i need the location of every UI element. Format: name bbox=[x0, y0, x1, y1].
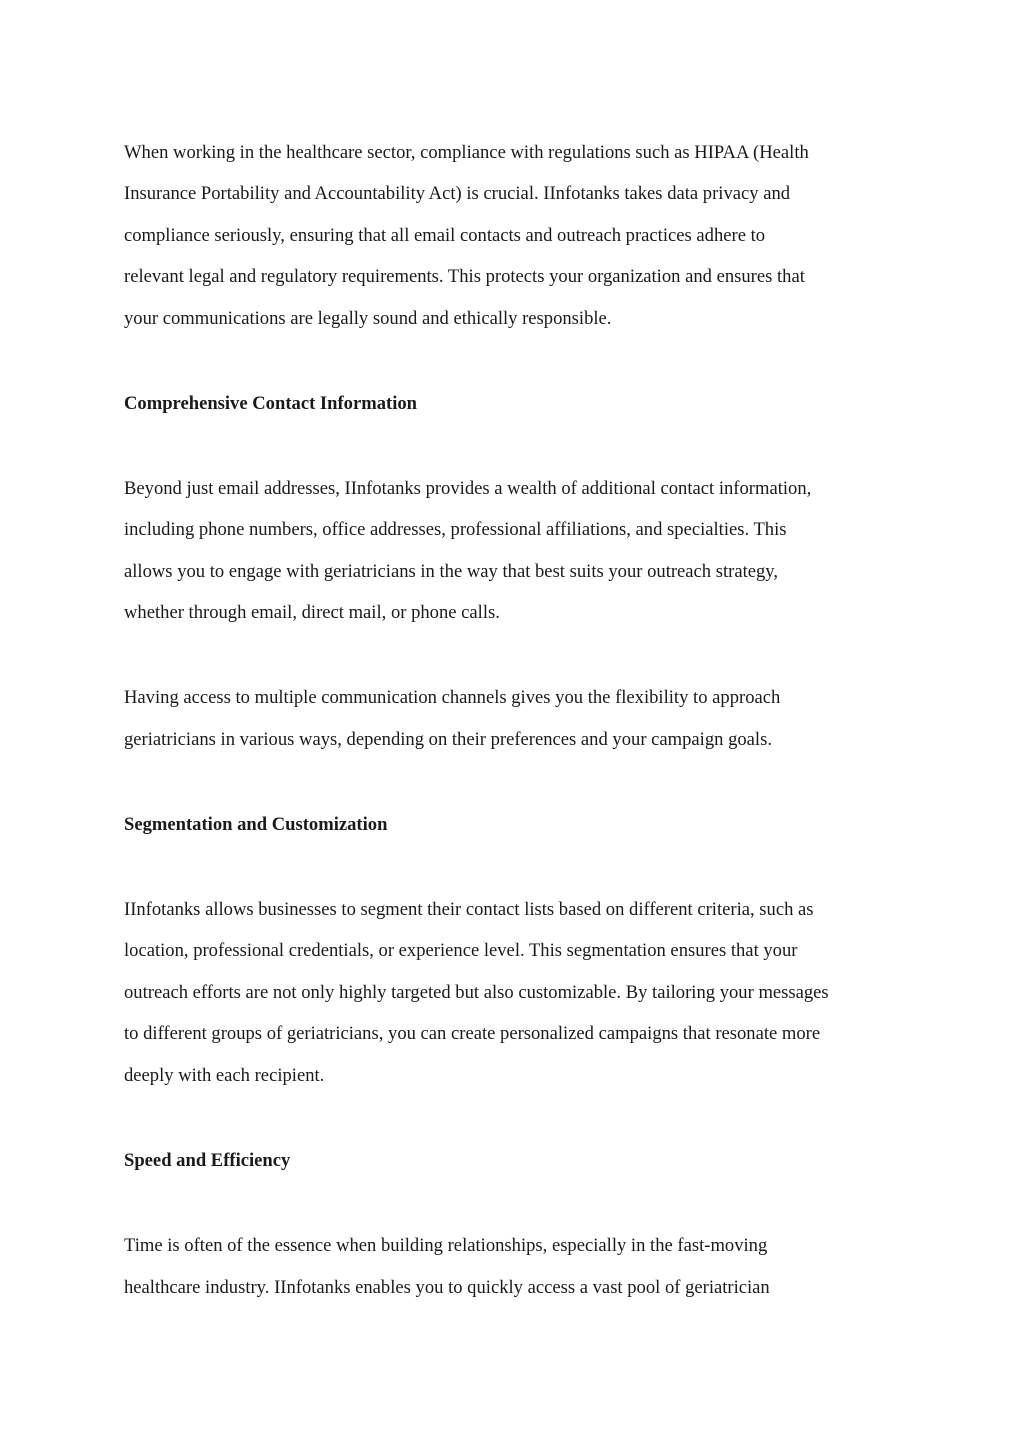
text-line: Beyond just email addresses, IInfotanks provides a wealth of additional contact information, bbox=[124, 478, 812, 499]
text-line: location, professional credentials, or experience level. This segmentation ensures that your bbox=[124, 940, 798, 961]
text-line: your communications are legally sound and ethically responsible. bbox=[124, 308, 612, 329]
text-line: whether through email, direct mail, or phone calls. bbox=[124, 602, 500, 623]
section-heading: Speed and Efficiency bbox=[124, 1150, 291, 1171]
section-heading: Segmentation and Customization bbox=[124, 814, 388, 835]
text-line: IInfotanks allows businesses to segment their contact lists based on different criteria, such as bbox=[124, 899, 814, 920]
text-line: relevant legal and regulatory requirements. This protects your organization and ensures that bbox=[124, 266, 805, 287]
section-heading: Comprehensive Contact Information bbox=[124, 393, 418, 414]
text-line: outreach efforts are not only highly targeted but also customizable. By tailoring your messages bbox=[124, 982, 829, 1003]
text-line: Insurance Portability and Accountability Act) is crucial. IInfotanks takes data privacy and bbox=[124, 183, 791, 204]
text-line: deeply with each recipient. bbox=[124, 1065, 325, 1086]
text-line: to different groups of geriatricians, you can create personalized campaigns that resonate more bbox=[124, 1023, 821, 1044]
text-line: healthcare industry. IInfotanks enables you to quickly access a vast pool of geriatrician bbox=[124, 1277, 770, 1298]
text-line: including phone numbers, office addresses, professional affiliations, and specialties. This bbox=[124, 519, 787, 540]
text-line: Time is often of the essence when building relationships, especially in the fast-moving bbox=[124, 1235, 768, 1256]
text-line: geriatricians in various ways, depending on their preferences and your campaign goals. bbox=[124, 729, 772, 750]
text-line: compliance seriously, ensuring that all email contacts and outreach practices adhere to bbox=[124, 225, 766, 246]
text-line: allows you to engage with geriatricians in the way that best suits your outreach strategy, bbox=[124, 561, 779, 582]
text-line: Having access to multiple communication channels gives you the flexibility to approach bbox=[124, 687, 781, 708]
text-line: When working in the healthcare sector, compliance with regulations such as HIPAA (Health bbox=[124, 142, 809, 163]
